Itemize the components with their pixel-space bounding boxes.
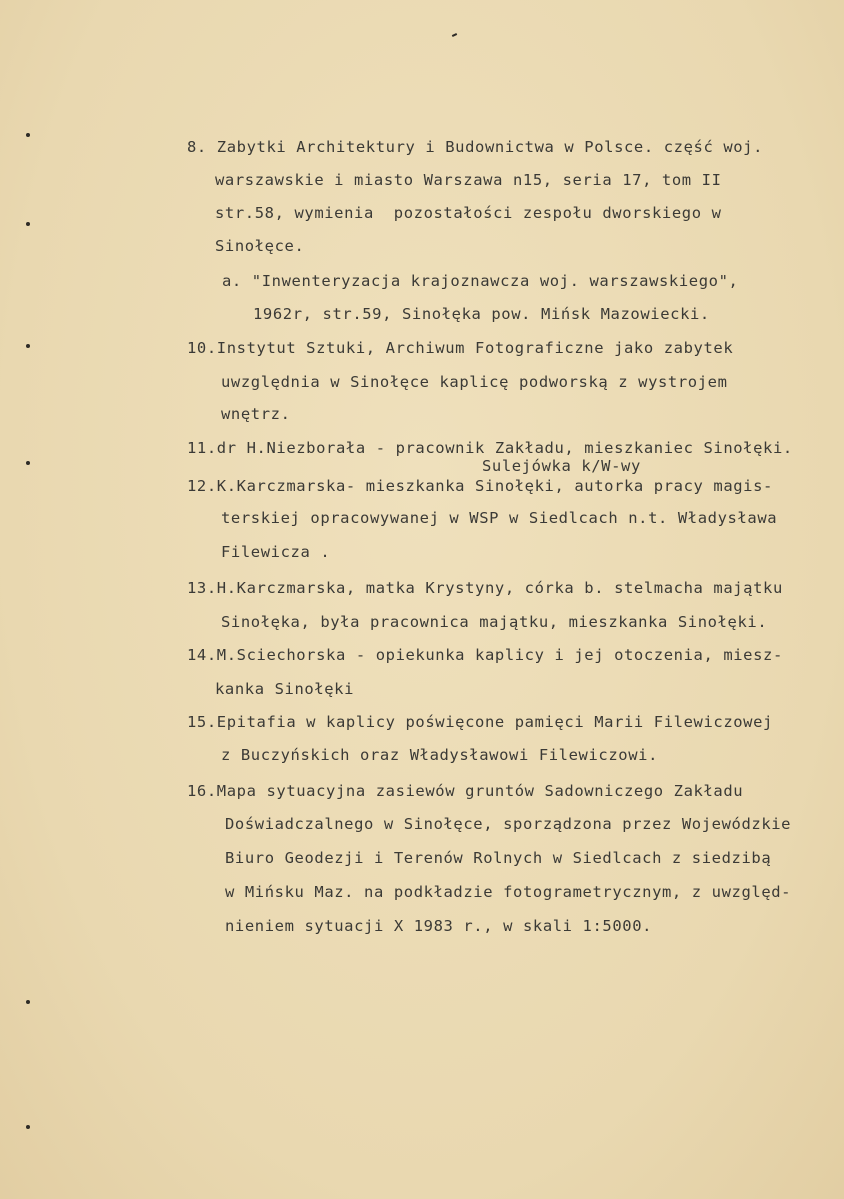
entry-16-line-4: w Mińsku Maz. na podkładzie fotogrametrycznym, z uwzględ- — [225, 883, 792, 901]
entry-8-line-4: Sinołęce. — [215, 237, 305, 255]
punch-mark — [26, 222, 30, 226]
entry-10-line-3: wnętrz. — [221, 405, 291, 423]
entry-15-line-2: z Buczyńskich oraz Władysławowi Filewiczowi. — [221, 746, 658, 764]
entry-11-correction: Sulejówka k/W-wy — [482, 457, 641, 475]
entry-12-line-3: Filewicza . — [221, 543, 331, 561]
entry-15-line-1: 15.Epitafia w kaplicy poświęcone pamięci Marii Filewiczowej — [187, 713, 773, 731]
entry-8-line-3: str.58, wymienia pozostałości zespołu dworskiego w — [215, 204, 722, 222]
entry-16-line-3: Biuro Geodezji i Terenów Rolnych w Siedlcach z siedzibą — [225, 849, 772, 867]
entry-8-line-2: warszawskie i miasto Warszawa n15, seria 17, tom II — [215, 171, 722, 189]
punch-mark — [26, 344, 30, 348]
entry-12-line-1: 12.K.Karczmarska- mieszkanka Sinołęki, autorka pracy magis- — [187, 477, 773, 495]
entry-8a-line-1: a. "Inwenteryzacja krajoznawcza woj. warszawskiego", — [222, 272, 739, 290]
entry-10-line-2: uwzględnia w Sinołęce kaplicę podworską z wystrojem — [221, 373, 728, 391]
entry-16-line-1: 16.Mapa sytuacyjna zasiewów gruntów Sadowniczego Zakładu — [187, 782, 744, 800]
entry-8a-line-2: 1962r, str.59, Sinołęka pow. Mińsk Mazowiecki. — [253, 305, 710, 323]
entry-16-line-2: Doświadczalnego w Sinołęce, sporządzona przez Wojewódzkie — [225, 815, 792, 833]
entry-11-line-1: 11.dr H.Niezborała - pracownik Zakładu, mieszkaniec Sinołęki. — [187, 439, 793, 457]
entry-14-line-2: kanka Sinołęki — [215, 680, 355, 698]
punch-mark — [26, 461, 30, 465]
punch-mark — [26, 1125, 30, 1129]
entry-12-line-2: terskiej opracowywanej w WSP w Siedlcach n.t. Władysława — [221, 509, 778, 527]
punch-mark — [26, 133, 30, 137]
entry-8-line-1: 8. Zabytki Architektury i Budownictwa w Polsce. część woj. — [187, 138, 764, 156]
ink-speck — [452, 33, 457, 37]
entry-13-line-1: 13.H.Karczmarska, matka Krystyny, córka b. stelmacha majątku — [187, 579, 783, 597]
entry-10-line-1: 10.Instytut Sztuki, Archiwum Fotograficzne jako zabytek — [187, 339, 734, 357]
punch-mark — [26, 1000, 30, 1004]
entry-14-line-1: 14.M.Sciechorska - opiekunka kaplicy i jej otoczenia, miesz- — [187, 646, 783, 664]
entry-13-line-2: Sinołęka, była pracownica majątku, mieszkanka Sinołęki. — [221, 613, 768, 631]
entry-16-line-5: nieniem sytuacji X 1983 r., w skali 1:5000. — [225, 917, 653, 935]
